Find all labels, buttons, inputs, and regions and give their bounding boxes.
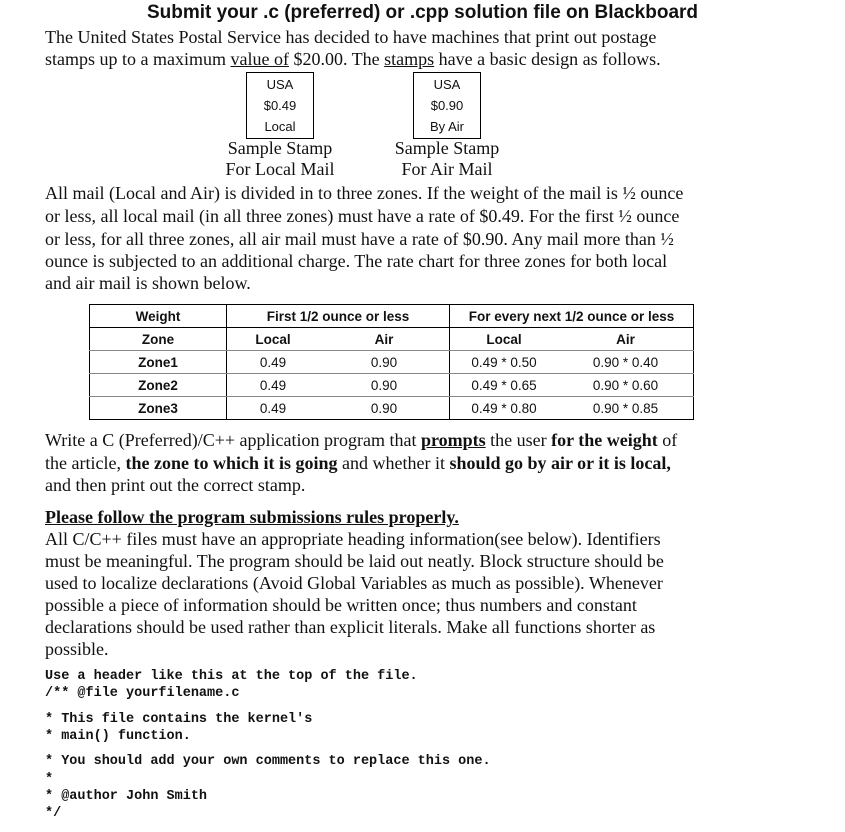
- stamp-price: $0.90: [430, 98, 464, 113]
- next-local-cell: 0.49 * 0.50: [450, 351, 559, 374]
- table-header-row: [90, 305, 694, 328]
- next-air-cell: 0.90 * 0.85: [558, 397, 694, 420]
- stamp-country: USA: [266, 77, 294, 92]
- local-stamp-caption: Sample Stamp For Local Mail: [225, 138, 335, 179]
- zone-header: Zone: [90, 328, 227, 351]
- stamp-type: Local: [264, 119, 296, 134]
- stamp-country: USA: [433, 77, 461, 92]
- zones-line-5: and air mail is shown below.: [45, 273, 251, 293]
- first-air-cell: 0.90: [319, 351, 450, 374]
- next-air-cell: 0.90 * 0.60: [558, 374, 694, 397]
- rules-line-2: must be meaningful. The program should be laid out neatly. Block structure should be: [45, 551, 664, 571]
- table-row: [90, 397, 694, 420]
- code-line-5: * You should add your own comments to replace this one.: [45, 754, 491, 769]
- intro-line-2: stamps up to a maximum value of $20.00. The stamps have a basic design as follows.: [45, 49, 661, 69]
- air-stamp-caption: Sample Stamp For Air Mail: [394, 138, 500, 179]
- zones-line-2: or less, all local mail (in all three zones) must have a rate of $0.49. For the first ½ ounce: [45, 206, 680, 226]
- task-line-3: and then print out the correct stamp.: [45, 475, 306, 495]
- local-stamp: [246, 72, 314, 139]
- stamp-type: By Air: [430, 119, 464, 134]
- first-air-cell: 0.90: [319, 374, 450, 397]
- zones-line-4: ounce is subjected to an additional charge. The rate chart for three zones for both local: [45, 251, 668, 271]
- code-line-4: * main() function.: [45, 729, 191, 744]
- task-line-2: the article, the zone to which it is going and whether it should go by air or it is local,: [45, 453, 671, 473]
- next-air-header: Air: [558, 328, 694, 351]
- intro-line-1: The United States Postal Service has decided to have machines that print out postage: [45, 27, 657, 47]
- code-line-3: * This file contains the kernel's: [45, 712, 313, 727]
- next-local-cell: 0.49 * 0.65: [450, 374, 559, 397]
- zone-cell: Zone2: [90, 374, 227, 397]
- first-air-header: Air: [319, 328, 450, 351]
- task-line-1: Write a C (Preferred)/C++ application program that prompts the user for the weight of: [45, 430, 678, 450]
- first-air-cell: 0.90: [319, 397, 450, 420]
- next-air-cell: 0.90 * 0.40: [558, 351, 694, 374]
- rules-line-5: declarations should be used rather than explicit literals. Make all functions shorter as: [45, 617, 656, 637]
- code-line-2: /** @file yourfilename.c: [45, 686, 240, 701]
- zone-cell: Zone1: [90, 351, 227, 374]
- code-line-8: */: [45, 806, 62, 821]
- code-line-7: * @author John Smith: [45, 789, 208, 804]
- stamp-price: $0.49: [263, 98, 297, 113]
- code-line-1: Use a header like this at the top of the file.: [45, 669, 418, 684]
- next-local-cell: 0.49 * 0.80: [450, 397, 559, 420]
- first-half-ounce-header: First 1/2 ounce or less: [227, 305, 450, 328]
- rate-table: [89, 304, 694, 420]
- zone-cell: Zone3: [90, 397, 227, 420]
- next-half-ounce-header: For every next 1/2 ounce or less: [450, 305, 694, 328]
- air-stamp: [413, 72, 481, 139]
- weight-header: Weight: [90, 305, 227, 328]
- page-title: Submit your .c (preferred) or .cpp solution file on Blackboard: [146, 2, 699, 23]
- first-local-cell: 0.49: [227, 351, 320, 374]
- next-local-header: Local: [450, 328, 559, 351]
- first-local-header: Local: [227, 328, 320, 351]
- table-row: [90, 351, 694, 374]
- rules-heading: Please follow the program submissions rules properly.: [45, 507, 459, 527]
- rules-line-3: used to localize declarations (Avoid Global Variables as much as possible). Whenever: [45, 573, 663, 593]
- code-line-6: *: [45, 772, 54, 787]
- table-subheader-row: [90, 328, 694, 351]
- first-local-cell: 0.49: [227, 374, 320, 397]
- table-row: [90, 374, 694, 397]
- zones-line-3: or less, for all three zones, all air mail must have a rate of $0.90. Any mail more than ½: [45, 229, 674, 249]
- rules-line-1: All C/C++ files must have an appropriate heading information(see below). Identifiers: [45, 529, 661, 549]
- rules-line-6: possible.: [45, 639, 109, 659]
- rules-line-4: possible a piece of information should be written once; thus numbers and constant: [45, 595, 637, 615]
- first-local-cell: 0.49: [227, 397, 320, 420]
- zones-line-1: All mail (Local and Air) is divided in to three zones. If the weight of the mail is ½ ounce: [45, 183, 684, 203]
